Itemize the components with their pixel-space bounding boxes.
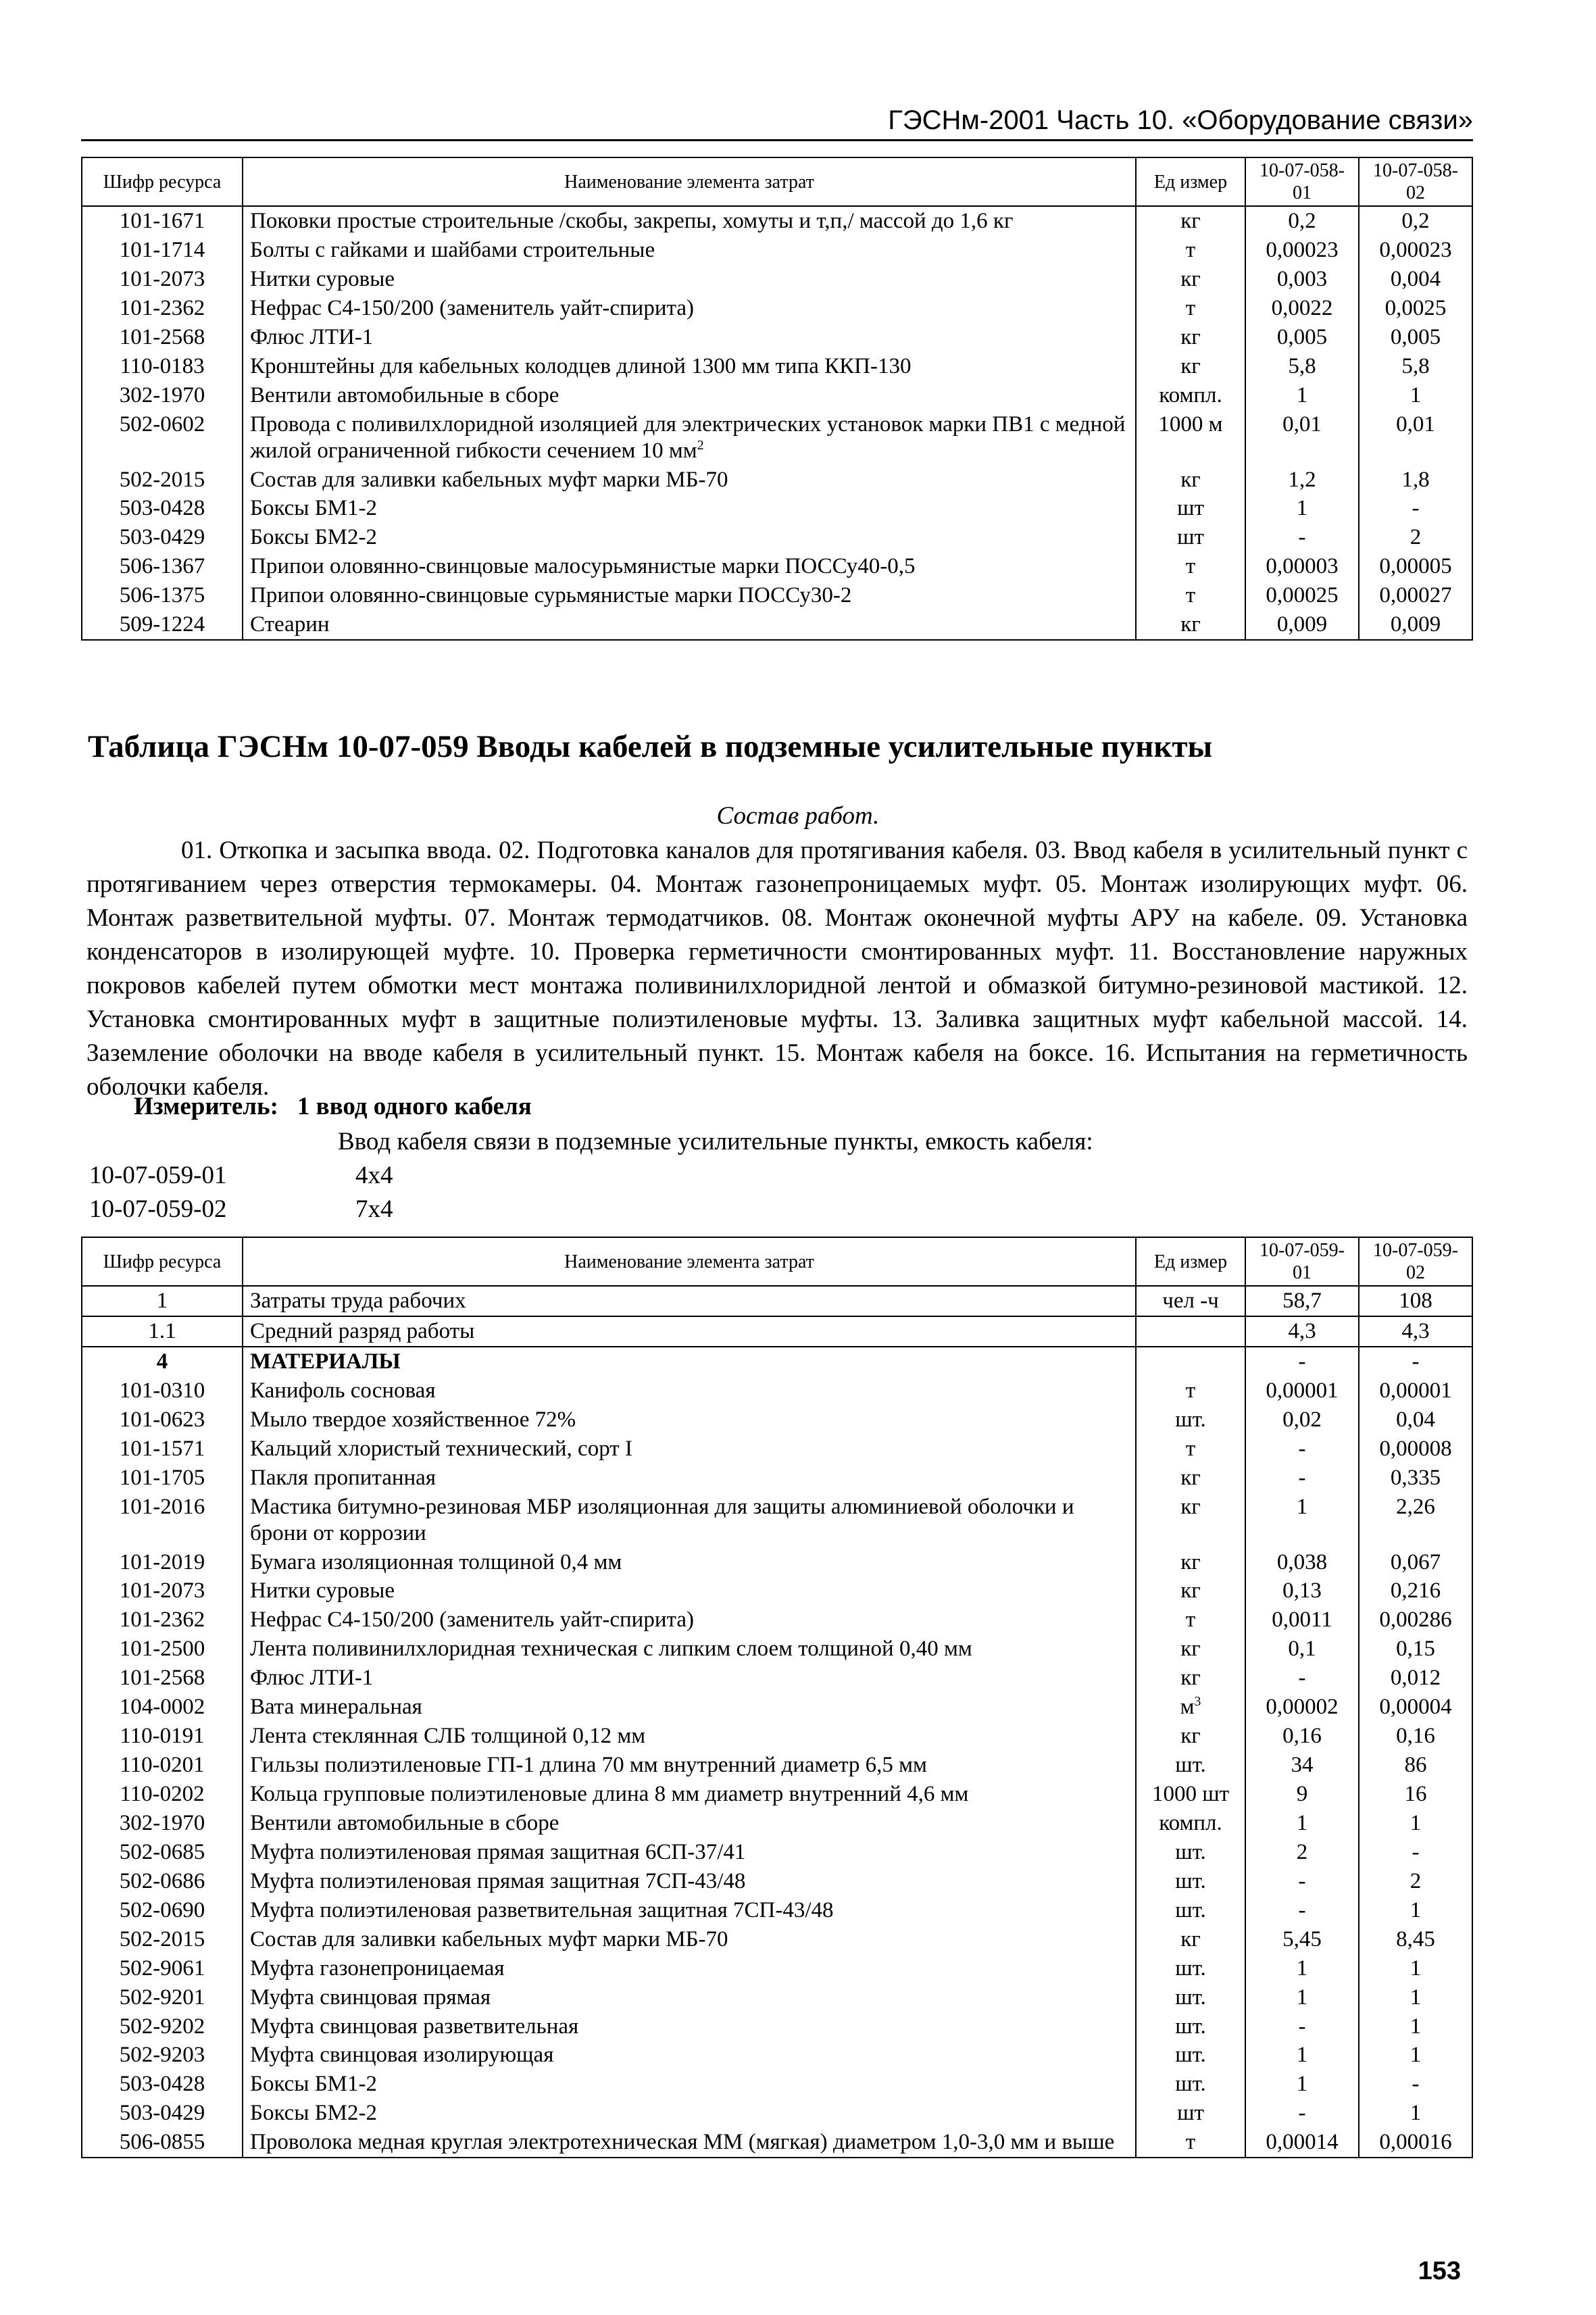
resource-code: 4 [82, 1347, 243, 1376]
value-col2: 0,15 [1359, 1635, 1472, 1664]
value-col2: 108 [1359, 1286, 1472, 1316]
value-col2: 0,00001 [1359, 1376, 1472, 1405]
value-col1: 1 [1245, 494, 1359, 523]
resource-code: 101-2073 [82, 265, 243, 294]
value-col2: 2 [1359, 1867, 1472, 1896]
value-col2: 1 [1359, 1954, 1472, 1983]
value-col1: 58,7 [1245, 1286, 1359, 1316]
value-col2: 0,005 [1359, 323, 1472, 352]
resource-code: 502-9203 [82, 2041, 243, 2070]
resource-name: Болты с гайками и шайбами строительные [243, 236, 1136, 265]
unit: кг [1136, 1722, 1245, 1751]
unit: кг [1136, 265, 1245, 294]
value-col2: 1 [1359, 2099, 1472, 2128]
resource-code: 502-0690 [82, 1896, 243, 1925]
value-col2: - [1359, 494, 1472, 523]
table-row [82, 2070, 1472, 2099]
value-col2: 0,216 [1359, 1576, 1472, 1605]
resource-name: Вентили автомобильные в сборе [243, 1809, 1136, 1838]
meter-label: Измеритель: [134, 1093, 278, 1120]
header-unit: Ед измер [1136, 157, 1245, 206]
value-col2: 0,01 [1359, 410, 1472, 466]
variant-line [89, 1161, 393, 1190]
table-row [82, 1316, 1472, 1347]
value-col1: - [1245, 1896, 1359, 1925]
variant-line [89, 1195, 393, 1224]
unit: шт. [1136, 2012, 1245, 2041]
superscript: 2 [697, 437, 704, 453]
resource-code: 101-2568 [82, 323, 243, 352]
table-row [82, 1983, 1472, 2012]
value-col2: 0,067 [1359, 1548, 1472, 1577]
table-row [82, 1925, 1472, 1954]
resource-name: Нефрас С4-150/200 (заменитель уайт-спирита) [243, 1605, 1136, 1635]
table-row [82, 1896, 1472, 1925]
unit: шт. [1136, 1838, 1245, 1867]
unit: шт. [1136, 2041, 1245, 2070]
resource-code: 503-0429 [82, 523, 243, 552]
table-row [82, 1464, 1472, 1493]
unit [1136, 1316, 1245, 1347]
resource-code: 503-0429 [82, 2099, 243, 2128]
variant-value: 4x4 [355, 1162, 393, 1189]
value-col1: 0,038 [1245, 1548, 1359, 1577]
unit: кг [1136, 1464, 1245, 1493]
unit: кг [1136, 610, 1245, 640]
resource-name: Стеарин [243, 610, 1136, 640]
value-col2: 2 [1359, 523, 1472, 552]
resource-name: Флюс ЛТИ-1 [243, 1664, 1136, 1693]
value-col1: 1 [1245, 1809, 1359, 1838]
value-col1: 0,003 [1245, 265, 1359, 294]
value-col1: 2 [1245, 1838, 1359, 1867]
header-col2: 10-07-058-02 [1359, 157, 1472, 206]
resource-code: 502-0686 [82, 1867, 243, 1896]
resource-code: 110-0191 [82, 1722, 243, 1751]
table-header-row [82, 157, 1472, 206]
unit: кг [1136, 1925, 1245, 1954]
unit: шт. [1136, 1405, 1245, 1435]
value-col2: 0,2 [1359, 206, 1472, 236]
value-col2: 0,00016 [1359, 2128, 1472, 2158]
value-col1: - [1245, 1435, 1359, 1464]
value-col2: 8,45 [1359, 1925, 1472, 1954]
unit: компл. [1136, 1809, 1245, 1838]
resource-code: 302-1970 [82, 1809, 243, 1838]
resource-name: Проволока медная круглая электротехническая ММ (мягкая) диаметром 1,0-3,0 мм и выше [243, 2128, 1136, 2158]
meter-value: 1 ввод одного кабеля [297, 1093, 532, 1120]
resource-code: 101-1705 [82, 1464, 243, 1493]
resource-name: Муфта полиэтиленовая прямая защитная 6СП-37/41 [243, 1838, 1136, 1867]
table-row [82, 494, 1472, 523]
resource-name: Муфта свинцовая прямая [243, 1983, 1136, 2012]
value-col1: 9 [1245, 1780, 1359, 1809]
value-col2: 1 [1359, 1809, 1472, 1838]
resource-code: 503-0428 [82, 2070, 243, 2099]
unit: шт. [1136, 2070, 1245, 2099]
table-row [82, 236, 1472, 265]
resource-code: 506-1375 [82, 581, 243, 610]
resource-name: Муфта полиэтиленовая разветвительная защитная 7СП-43/48 [243, 1896, 1136, 1925]
resource-code: 1 [82, 1286, 243, 1316]
table-row [82, 1435, 1472, 1464]
resource-name: Кальций хлористый технический, сорт I [243, 1435, 1136, 1464]
unit: 1000 м [1136, 410, 1245, 466]
value-col2: - [1359, 2070, 1472, 2099]
resource-code: 101-2019 [82, 1548, 243, 1577]
header-rule [81, 139, 1473, 141]
resource-name: Муфта полиэтиленовая прямая защитная 7СП-43/48 [243, 1867, 1136, 1896]
work-description: 01. Откопка и засыпка ввода. 02. Подготовка каналов для протягивания кабеля. 03. Ввод кабеля в усилительный пункт с протягиванием через отверстия термокамеры. 04. Монтаж газонепроницаемых муфт. 05. Монтаж изолирующих муфт. 06. Монтаж разветвительной муфты. 07. Монтаж термодатчиков. 08. Монтаж оконечной муфты АРУ на кабеле. 09. Установка конденсаторов в изолирующей муфте. 10. Проверка герметичности смонтированных муфт. 11. Восстановление наружных покровов кабелей путем обмотки мест монтажа поливинилхлоридной лентой и обмазкой битумно-резиновой мастикой. 12. Установка смонтированных муфт в защитные полиэтиленовые муфты. 13. Заливка защитных муфт кабельной массой. 14. Заземление оболочки на вводе кабеля в усилительный пункт. 15. Монтаж кабеля на боксе. 16. Испытания на герметичность оболочки кабеля. [86, 837, 1468, 1101]
resource-name: Муфта газонепроницаемая [243, 1954, 1136, 1983]
resource-code: 503-0428 [82, 494, 243, 523]
value-col2: 0,00286 [1359, 1605, 1472, 1635]
value-col2: 0,00023 [1359, 236, 1472, 265]
resource-code: 101-2073 [82, 1576, 243, 1605]
value-col2: 0,04 [1359, 1405, 1472, 1435]
value-col1: 1 [1245, 1493, 1359, 1548]
header-name: Наименование элемента затрат [243, 1237, 1136, 1286]
value-col1: 1 [1245, 381, 1359, 410]
table-row [82, 552, 1472, 581]
table-row [82, 1693, 1472, 1722]
value-col2: 86 [1359, 1751, 1472, 1780]
resource-code: 101-2500 [82, 1635, 243, 1664]
table-row [82, 1809, 1472, 1838]
table-row [82, 381, 1472, 410]
value-col2: 0,004 [1359, 265, 1472, 294]
table-row [82, 1347, 1472, 1376]
table-header-row [82, 1237, 1472, 1286]
table-row [82, 206, 1472, 236]
resource-code: 502-9061 [82, 1954, 243, 1983]
resource-name: Мастика битумно-резиновая МБР изоляционная для защиты алюминиевой оболочки и брони от коррозии [243, 1493, 1136, 1548]
value-col1: 1,2 [1245, 466, 1359, 495]
resource-name: Гильзы полиэтиленовые ГП-1 длина 70 мм внутренний диаметр 6,5 мм [243, 1751, 1136, 1780]
value-col1: 5,8 [1245, 352, 1359, 381]
resource-name: Припои оловянно-свинцовые сурьмянистые марки ПОССу30-2 [243, 581, 1136, 610]
value-col2: 1,8 [1359, 466, 1472, 495]
value-col1: 0,00023 [1245, 236, 1359, 265]
resource-name: Пакля пропитанная [243, 1464, 1136, 1493]
value-col1: 0,02 [1245, 1405, 1359, 1435]
table-row [82, 1867, 1472, 1896]
table-row [82, 1664, 1472, 1693]
header-code: Шифр ресурса [82, 157, 243, 206]
unit: шт. [1136, 1983, 1245, 2012]
value-col1: 1 [1245, 2041, 1359, 2070]
value-col1: 0,005 [1245, 323, 1359, 352]
unit: т [1136, 1605, 1245, 1635]
resource-code: 101-2016 [82, 1493, 243, 1548]
resource-code: 302-1970 [82, 381, 243, 410]
meter-line [134, 1092, 532, 1121]
variant-code: 10-07-059-01 [89, 1162, 227, 1189]
value-col1: 0,00025 [1245, 581, 1359, 610]
resource-name: Состав для заливки кабельных муфт марки МБ-70 [243, 1925, 1136, 1954]
value-col2: 0,16 [1359, 1722, 1472, 1751]
unit: кг [1136, 1493, 1245, 1548]
unit: шт. [1136, 1954, 1245, 1983]
unit: чел -ч [1136, 1286, 1245, 1316]
resource-table-058 [81, 157, 1473, 641]
table-row [82, 2128, 1472, 2158]
table-row [82, 410, 1472, 466]
unit: кг [1136, 1664, 1245, 1693]
superscript: 3 [1194, 1694, 1201, 1710]
unit: шт [1136, 523, 1245, 552]
table-row [82, 1576, 1472, 1605]
resource-name: Вата минеральная [243, 1693, 1136, 1722]
table-row [82, 294, 1472, 323]
unit: кг [1136, 1576, 1245, 1605]
resource-name: Боксы БМ2-2 [243, 2099, 1136, 2128]
value-col1: 0,00014 [1245, 2128, 1359, 2158]
value-col1: - [1245, 1464, 1359, 1493]
resource-name: Боксы БМ1-2 [243, 2070, 1136, 2099]
resource-code: 1.1 [82, 1316, 243, 1347]
resource-name: Поковки простые строительные /скобы, закрепы, хомуты и т,п,/ массой до 1,6 кг [243, 206, 1136, 236]
unit: кг [1136, 352, 1245, 381]
table-row [82, 581, 1472, 610]
header-col1: 10-07-058-01 [1245, 157, 1359, 206]
table-row [82, 610, 1472, 640]
value-col2: 0,00008 [1359, 1435, 1472, 1464]
value-col1: 5,45 [1245, 1925, 1359, 1954]
unit: шт. [1136, 1896, 1245, 1925]
value-col2: 1 [1359, 1896, 1472, 1925]
value-col2: 0,335 [1359, 1464, 1472, 1493]
resource-name: Средний разряд работы [243, 1316, 1136, 1347]
value-col1: - [1245, 1867, 1359, 1896]
value-col1: 0,1 [1245, 1635, 1359, 1664]
unit [1136, 1347, 1245, 1376]
resource-code: 502-0602 [82, 410, 243, 466]
resource-name: Лента стеклянная СЛБ толщиной 0,12 мм [243, 1722, 1136, 1751]
value-col1: 0,0011 [1245, 1605, 1359, 1635]
value-col1: 0,00001 [1245, 1376, 1359, 1405]
variant-value: 7x4 [355, 1195, 393, 1223]
unit: т [1136, 581, 1245, 610]
value-col1: 0,01 [1245, 410, 1359, 466]
table-row [82, 1751, 1472, 1780]
value-col1: 4,3 [1245, 1316, 1359, 1347]
resource-table-059 [81, 1237, 1473, 2158]
table-row [82, 2041, 1472, 2070]
resource-name: Нефрас С4-150/200 (заменитель уайт-спирита) [243, 294, 1136, 323]
resource-code: 502-9202 [82, 2012, 243, 2041]
resource-name: Муфта свинцовая разветвительная [243, 2012, 1136, 2041]
table-subtitle: Ввод кабеля связи в подземные усилительные пункты, емкость кабеля: [338, 1128, 1093, 1155]
resource-code: 101-0623 [82, 1405, 243, 1435]
variant-code: 10-07-059-02 [89, 1195, 227, 1223]
unit: кг [1136, 1635, 1245, 1664]
table-row [82, 1954, 1472, 1983]
table-row [82, 1405, 1472, 1435]
table-row [82, 2012, 1472, 2041]
unit: кг [1136, 1548, 1245, 1577]
resource-name: Припои оловянно-свинцовые малосурьмянистые марки ПОССу40-0,5 [243, 552, 1136, 581]
value-col1: 0,16 [1245, 1722, 1359, 1751]
resource-code: 110-0183 [82, 352, 243, 381]
table-row [82, 265, 1472, 294]
table-row [82, 1635, 1472, 1664]
resource-name: Кольца групповые полиэтиленовые длина 8 мм диаметр внутренний 4,6 мм [243, 1780, 1136, 1809]
value-col2: 0,009 [1359, 610, 1472, 640]
unit: т [1136, 1376, 1245, 1405]
value-col1: - [1245, 2012, 1359, 2041]
value-col2: 1 [1359, 2041, 1472, 2070]
value-col2: 1 [1359, 381, 1472, 410]
resource-name: Затраты труда рабочих [243, 1286, 1136, 1316]
value-col1: - [1245, 1347, 1359, 1376]
resource-code: 101-0310 [82, 1376, 243, 1405]
resource-name: Нитки суровые [243, 265, 1136, 294]
resource-name: Провода с поливилхлоридной изоляцией для электрических установок марки ПВ1 с медной жилой ограниченной гибкости сечением 10 $мм^2$ [243, 410, 1136, 466]
resource-code: 101-1571 [82, 1435, 243, 1464]
resource-code: 502-9201 [82, 1983, 243, 2012]
table-row [82, 1838, 1472, 1867]
table-row [82, 1286, 1472, 1316]
resource-name: Муфта свинцовая изолирующая [243, 2041, 1136, 2070]
unit: шт [1136, 2099, 1245, 2128]
unit: шт. [1136, 1867, 1245, 1896]
header-unit: Ед измер [1136, 1237, 1245, 1286]
resource-name: Кронштейны для кабельных колодцев длиной 1300 мм типа ККП-130 [243, 352, 1136, 381]
resource-code: 506-1367 [82, 552, 243, 581]
value-col2: 0,012 [1359, 1664, 1472, 1693]
unit: кг [1136, 206, 1245, 236]
header-name: Наименование элемента затрат [243, 157, 1136, 206]
value-col1: 0,00003 [1245, 552, 1359, 581]
unit: т [1136, 2128, 1245, 2158]
table-row [82, 1780, 1472, 1809]
table-row [82, 2099, 1472, 2128]
value-col2: 0,00027 [1359, 581, 1472, 610]
table-row [82, 1722, 1472, 1751]
resource-code: 104-0002 [82, 1693, 243, 1722]
resource-code: 101-2362 [82, 294, 243, 323]
value-col2: 0,0025 [1359, 294, 1472, 323]
value-col1: - [1245, 523, 1359, 552]
resource-code: 101-2362 [82, 1605, 243, 1635]
header-col2: 10-07-059-02 [1359, 1237, 1472, 1286]
resource-name: Боксы БМ1-2 [243, 494, 1136, 523]
unit: т [1136, 1435, 1245, 1464]
page-number: 153 [1418, 2257, 1461, 2285]
value-col2: 1 [1359, 1983, 1472, 2012]
unit: шт. [1136, 1751, 1245, 1780]
resource-name: Боксы БМ2-2 [243, 523, 1136, 552]
unit: кг [1136, 323, 1245, 352]
resource-code: 509-1224 [82, 610, 243, 640]
resource-code: 110-0201 [82, 1751, 243, 1780]
value-col1: 1 [1245, 2070, 1359, 2099]
resource-code: 506-0855 [82, 2128, 243, 2158]
resource-name: Мыло твердое хозяйственное 72% [243, 1405, 1136, 1435]
table-row [82, 1605, 1472, 1635]
value-col1: 1 [1245, 1954, 1359, 1983]
resource-code: 101-2568 [82, 1664, 243, 1693]
unit: $м^3$ [1136, 1693, 1245, 1722]
table-row [82, 1493, 1472, 1548]
table-row [82, 352, 1472, 381]
value-col1: 1 [1245, 1983, 1359, 2012]
unit: шт [1136, 494, 1245, 523]
table-row [82, 466, 1472, 495]
resource-name: Лента поливинилхлоридная техническая с липким слоем толщиной 0,40 мм [243, 1635, 1136, 1664]
unit: 1000 шт [1136, 1780, 1245, 1809]
table-row [82, 523, 1472, 552]
resource-code: 110-0202 [82, 1780, 243, 1809]
section-title: Таблица ГЭСНм 10-07-059 Вводы кабелей в подземные усилительные пункты [88, 729, 1213, 764]
unit: компл. [1136, 381, 1245, 410]
resource-name: Нитки суровые [243, 1576, 1136, 1605]
header-col1: 10-07-059-01 [1245, 1237, 1359, 1286]
table-row [82, 1548, 1472, 1577]
unit: кг [1136, 466, 1245, 495]
unit: т [1136, 236, 1245, 265]
resource-code: 101-1671 [82, 206, 243, 236]
value-col1: 0,2 [1245, 206, 1359, 236]
unit: т [1136, 552, 1245, 581]
value-col2: 16 [1359, 1780, 1472, 1809]
running-header: ГЭСНм-2001 Часть 10. «Оборудование связи» [888, 105, 1473, 135]
value-col1: 0,13 [1245, 1576, 1359, 1605]
value-col1: 0,00002 [1245, 1693, 1359, 1722]
value-col1: - [1245, 2099, 1359, 2128]
unit: т [1136, 294, 1245, 323]
resource-name: Бумага изоляционная толщиной 0,4 мм [243, 1548, 1136, 1577]
resource-code: 502-2015 [82, 466, 243, 495]
value-col2: - [1359, 1347, 1472, 1376]
value-col1: 0,0022 [1245, 294, 1359, 323]
value-col2: 2,26 [1359, 1493, 1472, 1548]
resource-name: Вентили автомобильные в сборе [243, 381, 1136, 410]
value-col2: - [1359, 1838, 1472, 1867]
value-col2: 0,00004 [1359, 1693, 1472, 1722]
value-col2: 1 [1359, 2012, 1472, 2041]
value-col2: 5,8 [1359, 352, 1472, 381]
header-code: Шифр ресурса [82, 1237, 243, 1286]
resource-name: Флюс ЛТИ-1 [243, 323, 1136, 352]
resource-name: Канифоль сосновая [243, 1376, 1136, 1405]
value-col2: 4,3 [1359, 1316, 1472, 1347]
resource-name: МАТЕРИАЛЫ [243, 1347, 1136, 1376]
table-row [82, 323, 1472, 352]
resource-code: 502-0685 [82, 1838, 243, 1867]
resource-code: 502-2015 [82, 1925, 243, 1954]
value-col1: 0,009 [1245, 610, 1359, 640]
value-col1: - [1245, 1664, 1359, 1693]
table-row [82, 1376, 1472, 1405]
resource-name: Состав для заливки кабельных муфт марки МБ-70 [243, 466, 1136, 495]
value-col2: 0,00005 [1359, 552, 1472, 581]
value-col1: 34 [1245, 1751, 1359, 1780]
resource-code: 101-1714 [82, 236, 243, 265]
work-caption: Состав работ. [716, 802, 880, 830]
